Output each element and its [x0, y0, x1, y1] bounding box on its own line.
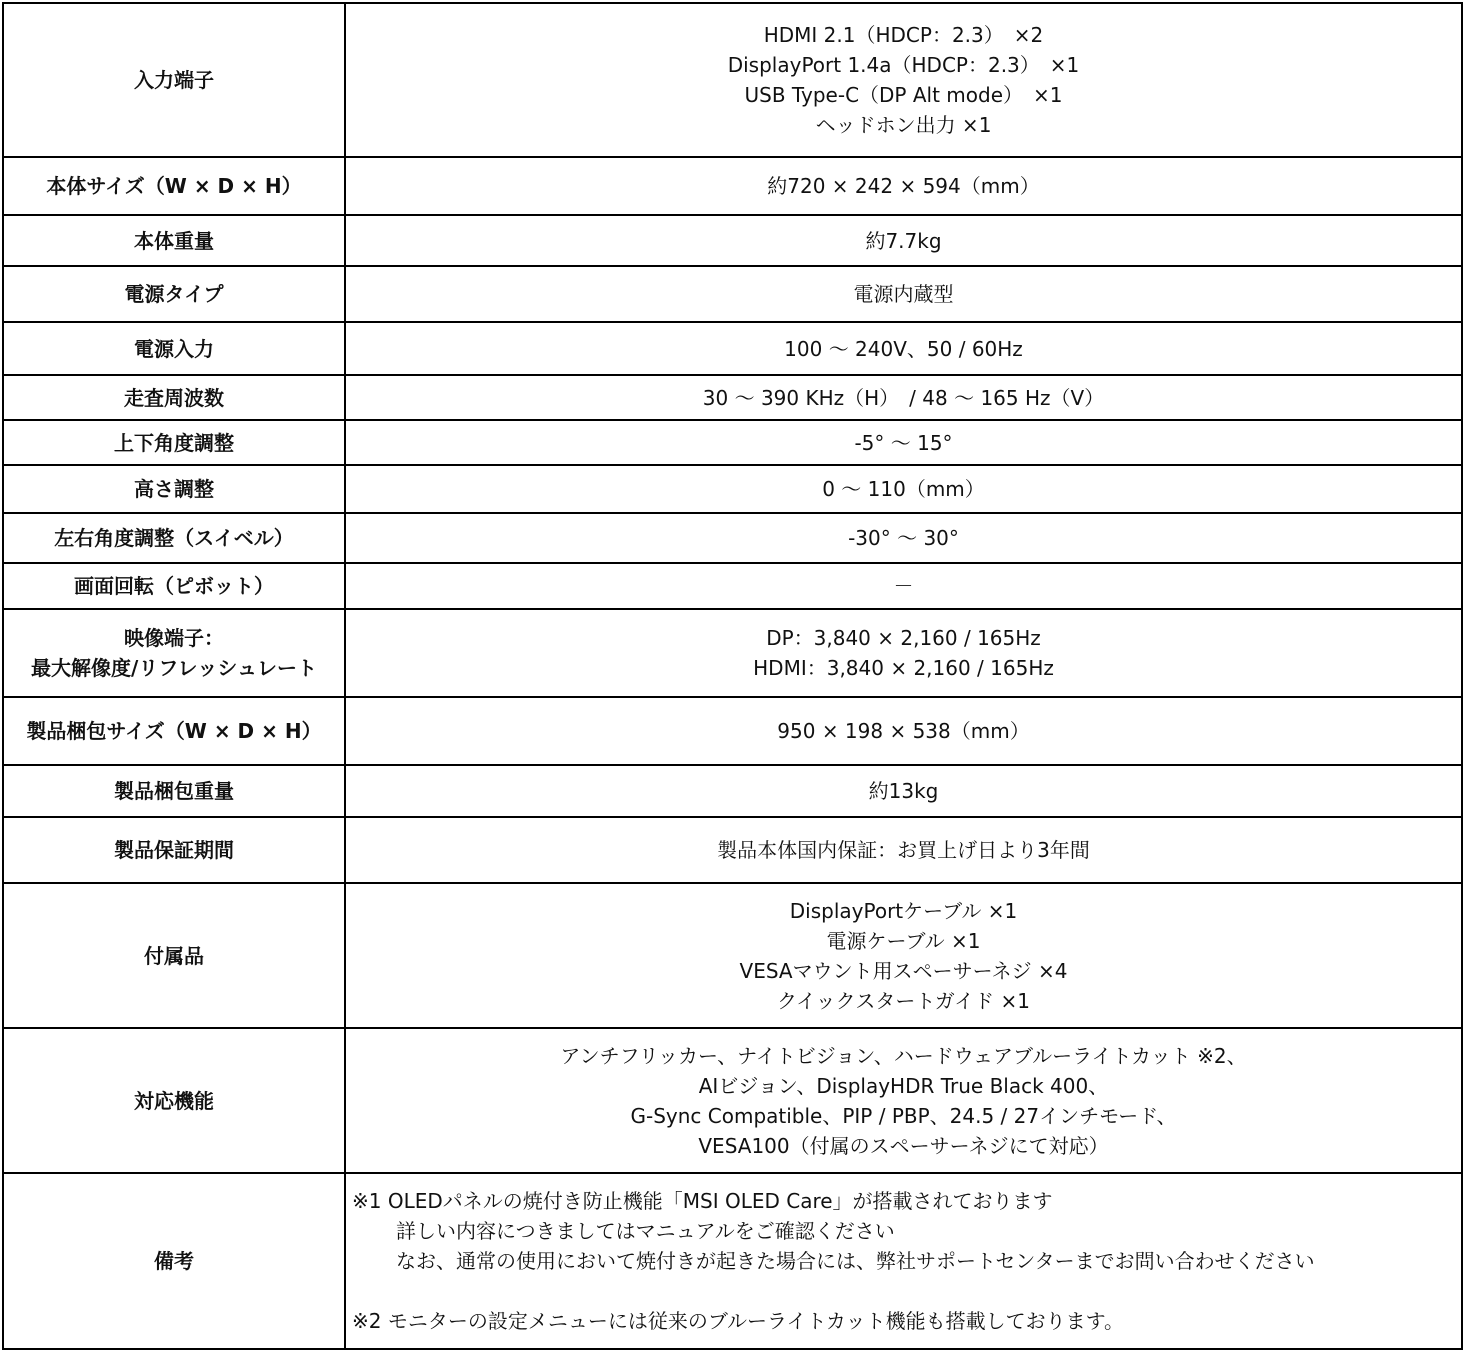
- value-line: －: [893, 574, 914, 598]
- value-line: 約7.7kg: [865, 228, 942, 253]
- table-row: [3, 1173, 1462, 1349]
- row-value: [345, 765, 1462, 817]
- value-line: -5° ～ 15°: [854, 430, 953, 455]
- row-label: 電源タイプ: [3, 266, 345, 322]
- row-label: 本体重量: [3, 215, 345, 266]
- value-line: 30 ～ 390 KHz（H） / 48 ～ 165 Hz（V）: [702, 385, 1105, 410]
- row-label: 製品梱包サイズ（W × D × H）: [3, 697, 345, 765]
- value-line: ヘッドホン出力 ×1: [815, 113, 992, 137]
- value-line: 950 × 198 × 538（mm）: [777, 719, 1030, 743]
- row-label: 備考: [3, 1173, 345, 1349]
- value-line: AIビジョン、DisplayHDR True Black 400、: [698, 1073, 1109, 1098]
- value-line: DP：3,840 × 2,160 / 165Hz: [766, 626, 1041, 650]
- table-row: [3, 1028, 1462, 1173]
- label-line: 映像端子：: [124, 626, 224, 650]
- table-row: [3, 322, 1462, 375]
- table-row: [3, 883, 1462, 1028]
- table-row: [3, 765, 1462, 817]
- value-line: VESA100（付属のスペーサーネジにて対応）: [698, 1133, 1109, 1158]
- note-line: ※1 OLEDパネルの焼付き防止機能「MSI OLED Care」が搭載されております: [352, 1189, 1053, 1213]
- value-line: -30° ～ 30°: [848, 526, 959, 550]
- table-row: [3, 513, 1462, 563]
- row-label: 入力端子: [3, 3, 345, 157]
- row-value: [345, 513, 1462, 563]
- row-label: 製品保証期間: [3, 817, 345, 883]
- row-value: [345, 215, 1462, 266]
- value-line: VESAマウント用スペーサーネジ ×4: [739, 958, 1068, 983]
- row-label: 高さ調整: [3, 465, 345, 513]
- row-label: 製品梱包重量: [3, 765, 345, 817]
- value-line: DisplayPort 1.4a（HDCP：2.3） ×1: [727, 53, 1080, 77]
- table-row: [3, 697, 1462, 765]
- row-label: [3, 609, 345, 697]
- value-line: DisplayPortケーブル ×1: [789, 898, 1018, 923]
- note-line: 詳しい内容につきましてはマニュアルをご確認ください: [396, 1219, 895, 1243]
- table-row: [3, 3, 1462, 157]
- row-value: [345, 609, 1462, 697]
- row-value: [345, 266, 1462, 322]
- row-label: 画面回転（ピボット）: [3, 563, 345, 609]
- row-value: [345, 1028, 1462, 1173]
- row-label: 本体サイズ（W × D × H）: [3, 157, 345, 215]
- row-label: 左右角度調整（スイベル）: [3, 513, 345, 563]
- row-label: 付属品: [3, 883, 345, 1028]
- row-value: [345, 420, 1462, 465]
- row-label: 走査周波数: [3, 375, 345, 420]
- value-line: USB Type-C（DP Alt mode） ×1: [744, 83, 1063, 107]
- value-line: 電源内蔵型: [853, 282, 954, 306]
- row-value: [345, 3, 1462, 157]
- row-value: [345, 563, 1462, 609]
- table-row: [3, 157, 1462, 215]
- row-label: 上下角度調整: [3, 420, 345, 465]
- table-row: [3, 215, 1462, 266]
- table-row: [3, 375, 1462, 420]
- row-label: 対応機能: [3, 1028, 345, 1173]
- note-line: なお、通常の使用において焼付きが起きた場合には、弊社サポートセンターまでお問い合わせください: [396, 1249, 1315, 1273]
- value-line: クイックスタートガイド ×1: [776, 988, 1031, 1013]
- spec-table: [2, 2, 1463, 1350]
- table-row: [3, 266, 1462, 322]
- value-line: 製品本体国内保証：お買上げ日より3年間: [717, 838, 1090, 862]
- note-line: ※2 モニターの設定メニューには従来のブルーライトカット機能も搭載しております。: [352, 1309, 1125, 1333]
- value-line: 0 ～ 110（mm）: [822, 477, 985, 501]
- row-value: [345, 157, 1462, 215]
- value-line: アンチフリッカー、ナイトビジョン、ハードウェアブルーライトカット ※2、: [560, 1043, 1247, 1068]
- row-value: [345, 817, 1462, 883]
- table-row: [3, 609, 1462, 697]
- row-value: [345, 883, 1462, 1028]
- value-line: HDMI 2.1（HDCP：2.3） ×2: [763, 23, 1044, 47]
- row-value: [345, 465, 1462, 513]
- value-line: 100 ～ 240V、50 / 60Hz: [784, 336, 1023, 361]
- row-value: [345, 697, 1462, 765]
- row-label: 電源入力: [3, 322, 345, 375]
- value-line: 電源ケーブル ×1: [826, 928, 981, 953]
- table-row: [3, 420, 1462, 465]
- value-line: 約13kg: [868, 779, 939, 803]
- label-line: 最大解像度/リフレッシュレート: [31, 656, 317, 680]
- row-value: [345, 375, 1462, 420]
- value-line: 約720 × 242 × 594（mm）: [767, 174, 1040, 198]
- table-row: [3, 465, 1462, 513]
- notes-cell: [345, 1173, 1462, 1349]
- row-value: [345, 322, 1462, 375]
- value-line: G-Sync Compatible、PIP / PBP、24.5 / 27インチモード、: [630, 1103, 1177, 1128]
- value-line: HDMI：3,840 × 2,160 / 165Hz: [753, 656, 1054, 680]
- table-row: [3, 563, 1462, 609]
- note-spacer: [352, 1276, 1461, 1306]
- table-row: [3, 817, 1462, 883]
